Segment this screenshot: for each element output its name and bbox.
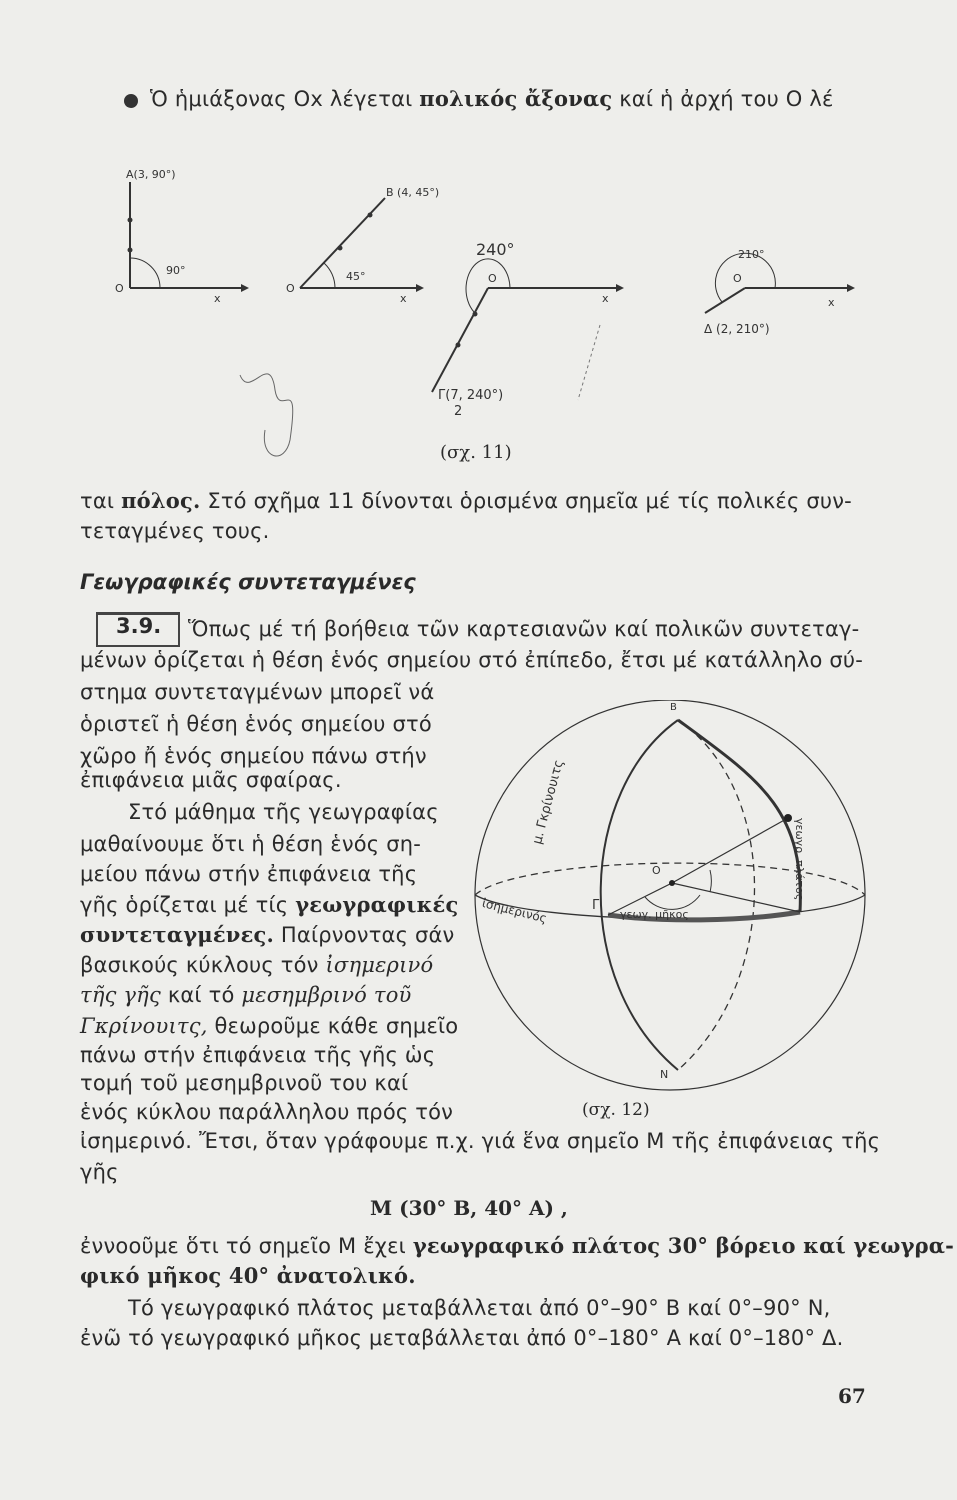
para2-line3: Τό γεωγραφικό πλάτος μεταβάλλεται ἀπό 0°–90° B καί 0°–90° N, [128,1296,831,1320]
fig11-label-x4: x [828,296,835,309]
fig11-label-B: B (4, 45°) [386,186,440,199]
fig11-label-O3: O [488,272,497,285]
sphere-outline [475,700,865,1090]
fig12-label-O: O [652,864,661,877]
sec-line7: Στό μάθημα τῆς γεωγραφίας [128,800,439,824]
sec-l10-bold: γεωγραφικές [295,892,459,917]
greenwich-meridian-front [601,720,678,1070]
sec-line5: χῶρο ἤ ἑνός σημείου πάνω στήν [80,744,427,768]
sec-l12-it: ἰσημερινό [325,953,434,977]
para2-line4: ἐνῶ τό γεωγραφικό μῆκος μεταβάλλεται ἀπό 0°–180° A καί 0°–180° Δ. [80,1326,844,1350]
fig11-ray-G [432,288,488,392]
sec-l11-bold: συντεταγμένες. [80,922,275,947]
formula: M (30° B, 40° A) , [370,1196,568,1220]
sec-line15: πάνω στήν ἐπιφάνεια τῆς γῆς ὡς [80,1043,436,1067]
angle-arc-lat [710,870,711,892]
fig11-label-O1: O [115,282,124,295]
fig11-label-240: 240° [476,240,515,259]
fig11-caption: (σχ. 11) [440,442,512,463]
fig11-label-O2: O [286,282,295,295]
sec-line19: γῆς [80,1160,119,1184]
para1-l1-pre: ται [80,489,122,513]
sec-line1: Ὅπως μέ τή βοήθεια τῶν καρτεσιανῶν καί πολικῶν συντεταγ- [188,617,860,641]
polar-axis-term: πολικός ἄξονας [419,86,613,111]
fig12-label-B: B [670,702,677,713]
fig12-caption: (σχ. 12) [582,1100,650,1120]
fig12-label-latitude: γεωγρ. πλάτος [793,818,806,901]
sec-line2: μένων ὁρίζεται ἡ θέση ἑνός σημείου στό ἐπίπεδο, ἔτσι μέ κατάλληλο σύ- [80,648,864,672]
sec-line6: ἐπιφάνεια μιᾶς σφαίρας. [80,768,342,792]
fig11-dashed-mark [578,325,600,400]
point-M [784,814,792,822]
sec-line17: ἑνός κύκλου παράλληλου πρός τόν [80,1100,454,1124]
sec-l12-pre: βασικούς κύκλους τόν [80,953,326,977]
sec-l13-it1: τῆς γῆς [80,983,161,1007]
fig12-label-longitude: γεωγ. μῆκος [620,908,689,921]
fig11-label-G: Γ(7, 240°) [438,388,504,403]
polar-axis-text-post: καί ἡ ἀρχή του O λέ [612,87,834,111]
sec-line10 [80,892,458,917]
fig12-label-N: N [660,1068,669,1081]
sec-line4: ὁριστεῖ ἡ θέση ἑνός σημείου στό [80,712,432,736]
sec-line16: τομή τοῦ μεσημβρινοῦ του καί [80,1071,409,1095]
polar-axis-text-pre: Ὁ ἡμιάξονας Ox λέγεται [150,87,420,111]
sec-l13-mid: καί τό [160,983,242,1007]
fig11-label-x2: x [400,292,407,305]
fig11-label-A: A(3, 90°) [126,168,176,181]
equator-back [475,863,865,895]
sec-l14-post: θεωροῦμε κάθε σημεῖο [207,1014,459,1038]
section-heading: Γεωγραφικές συντεταγμένες [80,570,416,594]
fig11-label-x3: x [602,292,609,305]
sec-line3: στημα συντεταγμένων μπορεῖ νά [80,680,435,704]
fig11-arc-90 [130,258,160,288]
sec-line14 [80,1014,458,1038]
fig11-label-45: 45° [346,270,366,283]
sec-line13 [80,983,412,1007]
meridian-through-point [678,720,800,912]
para2-line1 [80,1233,954,1258]
fig11-label-G-den: 2 [454,404,463,419]
fig12-label-G: Γ [592,898,600,913]
fig11-arc-240 [466,259,510,312]
para1-l1-bold: πόλος. [121,488,201,513]
sec-l14-it: Γκρίνουιτς, [80,1014,208,1038]
sec-l11-post: Παίρνοντας σάν [274,923,455,947]
fig12-label-greenwich: μ. Γκρίνουιτς [530,758,567,846]
section-number: 3.9. [116,614,162,638]
para2-l1-bold: γεωγραφικό πλάτος 30° βόρειο καί γεωγρα- [412,1233,955,1258]
fig11-ray-D [705,288,745,313]
center-O [669,880,675,886]
figure-12 [460,700,880,1100]
sec-line12 [80,953,433,977]
polar-axis-line [150,86,834,111]
sec-l13-it2: μεσημβρινό τοῦ [241,983,412,1007]
sec-line9: μείου πάνω στήν ἐπιφάνεια τῆς [80,862,418,886]
fig11-label-O4: O [733,272,742,285]
sec-l10-pre: γῆς ὁρίζεται μέ τίς [80,893,296,917]
sec-line8: μαθαίνουμε ὅτι ἡ θέση ἑνός ση- [80,832,421,856]
para1-line2: τεταγμένες τους. [80,519,270,543]
greenwich-meridian-back [678,720,755,1070]
para1-line1 [80,488,852,513]
fig11-label-x1: x [214,292,221,305]
bullet-dot [124,94,138,108]
page-number: 67 [838,1384,866,1408]
para1-l1-post: Στό σχῆμα 11 δίνονται ὁρισμένα σημεῖα μέ τίς πολικές συν- [200,489,852,513]
para2-l1-pre: ἐννοοῦμε ὅτι τό σημεῖο M ἔχει [80,1234,413,1258]
fig11-arc-45 [324,263,335,288]
sec-line18: ἰσημερινό. Ἔτσι, ὅταν γράφουμε π.χ. γιά ἕνα σημεῖο M τῆς ἐπιφάνειας τῆς [80,1129,881,1153]
fig12-label-equator: ἰσημερινός [480,896,549,926]
fig11-scribble [240,374,293,456]
fig11-label-D: Δ (2, 210°) [704,322,770,336]
fig11-ray-B [300,198,385,288]
para2-l2-bold: φικό μῆκος 40° ἀνατολικό. [80,1263,416,1288]
para2-line2 [80,1263,416,1288]
radius-to-point [672,818,788,883]
sec-line11 [80,922,454,947]
figure-11 [0,160,957,470]
radius-to-equator [672,883,800,912]
fig11-label-90: 90° [166,264,186,277]
fig11-label-210: 210° [738,248,765,261]
